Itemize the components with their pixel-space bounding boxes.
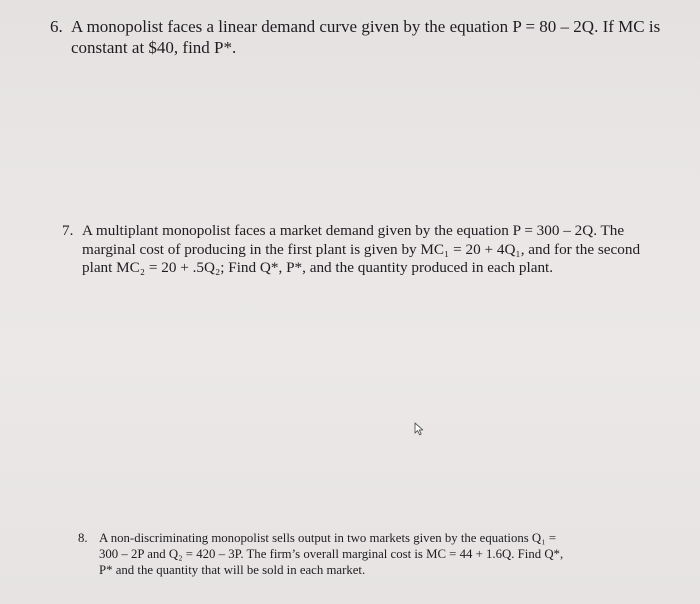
- problem-line: marginal cost of producing in the first plant is given by MC₁ = 20 + 4Q₁, and for the second: [82, 240, 641, 258]
- problem-line: A multiplant monopolist faces a market demand given by the equation P = 300 – 2Q. The: [82, 222, 625, 239]
- problem-line: A non-discriminating monopolist sells output in two markets given by the equations Q₁ =: [99, 531, 557, 545]
- problem-line: 300 – 2P and Q₂ = 420 – 3P. The firm’s overall marginal cost is MC = 44 + 1.6Q. Find Q*,: [99, 547, 564, 561]
- problem-text: [99, 530, 563, 578]
- problem-line: A monopolist faces a linear demand curve given by the equation P = 80 – 2Q. If MC is: [71, 17, 661, 36]
- mouse-pointer-icon: [414, 422, 426, 436]
- problem-number: 6.: [50, 17, 63, 36]
- problem-line: plant MC₂ = 20 + .5Q₂; Find Q*, P*, and the quantity produced in each plant.: [82, 259, 554, 276]
- problem-6: [50, 16, 660, 58]
- problem-line: P* and the quantity that will be sold in each market.: [99, 563, 366, 577]
- problem-text: [82, 222, 640, 278]
- problem-line: constant at $40, find P*.: [71, 38, 237, 57]
- problem-7: [62, 222, 640, 278]
- problem-number: 7.: [62, 222, 74, 239]
- problem-text: [71, 16, 660, 58]
- problem-8: [78, 530, 563, 578]
- problem-number: 8.: [78, 531, 88, 545]
